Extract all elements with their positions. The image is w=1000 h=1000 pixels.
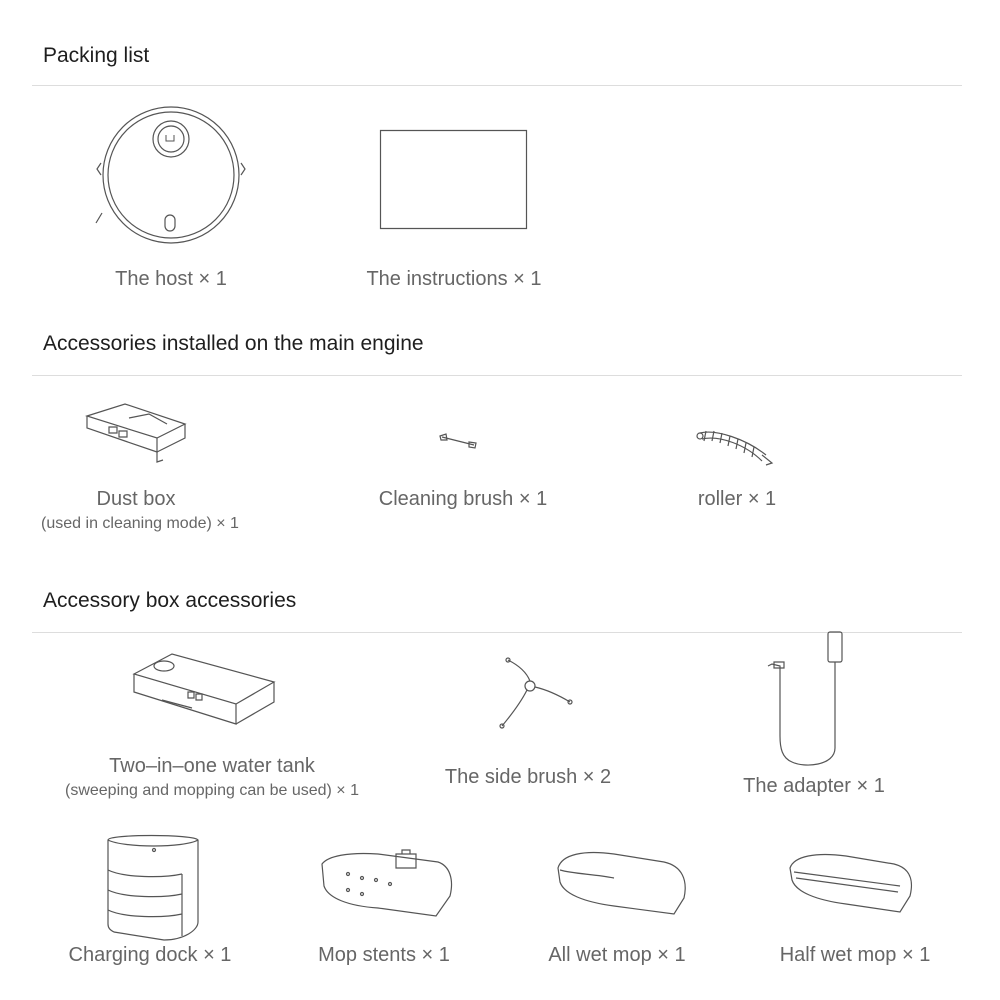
water-tank-icon: [132, 652, 276, 734]
mop-stents-label: Mop stents × 1: [318, 944, 450, 966]
mop-stent-icon: [318, 850, 456, 920]
power-adapter-icon: [764, 628, 848, 770]
water-tank-note: (sweeping and mopping can be used) × 1: [65, 782, 359, 799]
all-wet-mop-label: All wet mop × 1: [548, 944, 686, 966]
roller-brush-icon: [696, 425, 774, 467]
side-brush-icon: [496, 656, 574, 730]
host-label: The host × 1: [115, 268, 227, 290]
all-wet-mop-icon: [554, 848, 690, 918]
instructions-sheet-icon: [380, 130, 528, 230]
section-title-accessory-box: Accessory box accessories: [43, 589, 297, 612]
cleaning-brush-icon: [438, 432, 478, 450]
dust-box-note: (used in cleaning mode) × 1: [41, 515, 239, 532]
half-wet-mop-icon: [786, 850, 916, 916]
section-title-packing-list: Packing list: [43, 44, 150, 67]
charging-dock-icon: [104, 830, 202, 942]
half-wet-mop-label: Half wet mop × 1: [779, 944, 931, 966]
dust-box-label: Dust box: [96, 488, 176, 510]
robot-vacuum-icon: [96, 105, 246, 245]
instructions-label: The instructions × 1: [366, 268, 542, 290]
water-tank-label: Two–in–one water tank: [109, 755, 315, 777]
divider: [32, 375, 962, 376]
divider: [32, 85, 962, 86]
section-title-installed-accessories: Accessories installed on the main engine: [43, 332, 424, 355]
dust-box-icon: [85, 402, 187, 464]
charging-dock-label: Charging dock × 1: [68, 944, 232, 966]
roller-label: roller × 1: [697, 488, 777, 510]
cleaning-brush-label: Cleaning brush × 1: [378, 488, 548, 510]
adapter-label: The adapter × 1: [743, 775, 885, 797]
side-brush-label: The side brush × 2: [444, 766, 612, 788]
